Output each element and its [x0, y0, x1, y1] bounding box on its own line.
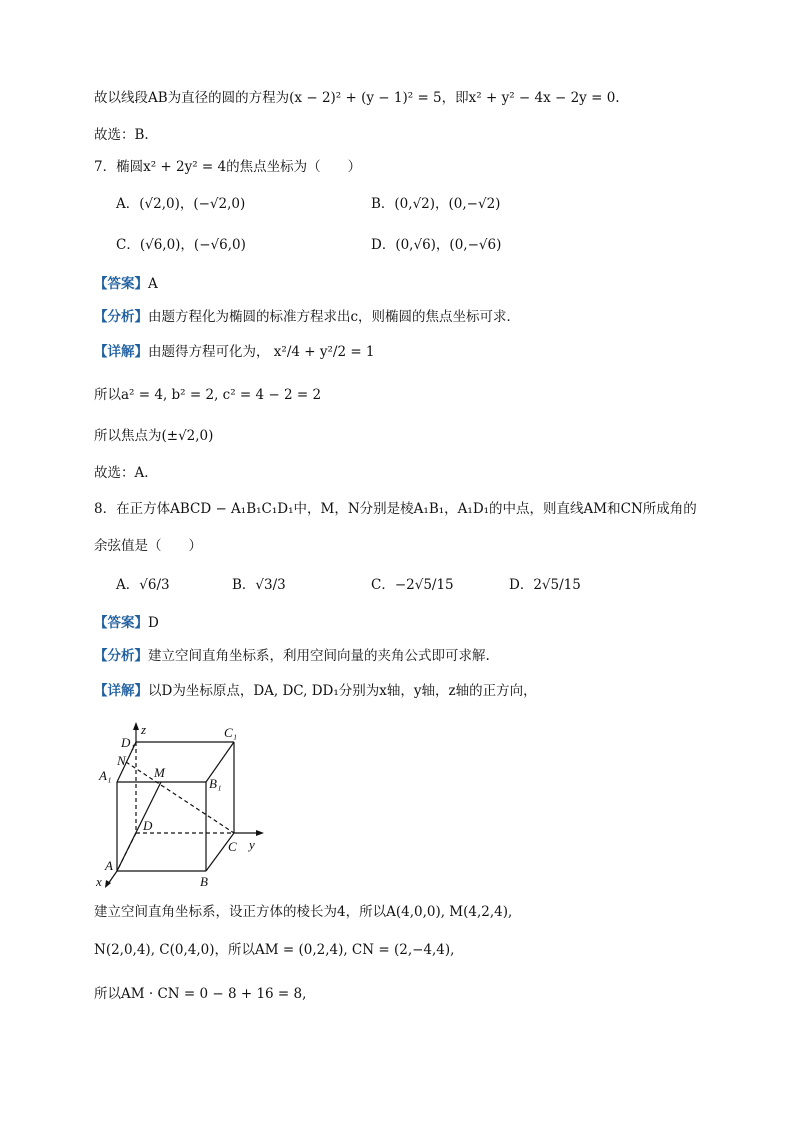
q7-l2: 所以焦点为(±√2,0)	[94, 428, 214, 444]
z-arrow-icon	[133, 722, 139, 730]
detail-tag: 【详解】	[94, 683, 148, 699]
q8-option-d: D．2√5/15	[509, 577, 581, 593]
line-am	[117, 782, 161, 871]
label-c1: C₁	[224, 725, 238, 740]
label-b1: B₁	[209, 776, 222, 791]
q7-option-c: C．(√6,0)，(−√6,0)	[116, 237, 246, 253]
q8-analysis-text: 建立空间直角坐标系，利用空间向量的夹角公式即可求解.	[148, 648, 490, 664]
label-d: D	[143, 818, 153, 833]
q7-answer-value: A	[148, 276, 158, 292]
q7-option-d: D．(0,√6)，(0,−√6)	[371, 237, 502, 253]
q8-stem1: 8．在正方体ABCD − A₁B₁C₁D₁中，M，N分别是棱A₁B₁，A₁D₁的中点，则直线AM和CN所成角的	[94, 501, 697, 517]
label-m: M	[154, 765, 165, 780]
analysis-tag: 【分析】	[94, 648, 148, 664]
q7-detail-eq: x²/4 + y²/2 = 1	[273, 344, 375, 360]
prev-choice: 故选：B.	[94, 127, 149, 143]
label-d1: D₁	[121, 735, 135, 750]
q8-analysis	[94, 646, 490, 666]
label-a1: A₁	[99, 768, 112, 783]
q7-analysis-text: 由题方程化为椭圆的标准方程求出c，则椭圆的焦点坐标可求．	[148, 309, 521, 325]
q8-stem2: 余弦值是（ ）	[94, 538, 202, 554]
y-arrow-icon	[256, 830, 264, 836]
cube-figure	[90, 718, 280, 893]
q8-l3: 所以AM · CN = 0 − 8 + 16 = 8,	[94, 986, 307, 1002]
q7-analysis	[94, 307, 520, 327]
q7-option-a: A．(√2,0)，(−√2,0)	[116, 196, 246, 212]
q8-detail-text: 以D为坐标原点，DA, DC, DD₁分别为x轴，y轴，z轴的正方向，	[148, 683, 537, 699]
q7-stem: 7．椭圆x² + 2y² = 4的焦点坐标为（ ）	[94, 159, 362, 175]
q8-answer-value: D	[148, 615, 159, 631]
q7-l1: 所以a² = 4, b² = 2, c² = 4 − 2 = 2	[94, 387, 322, 403]
label-n: N	[117, 753, 126, 768]
q7-detail	[94, 342, 375, 362]
q7-detail-text: 由题得方程可化为，	[148, 344, 270, 360]
label-x: x	[96, 874, 102, 889]
q8-answer	[94, 613, 159, 633]
analysis-tag: 【分析】	[94, 309, 148, 325]
label-y: y	[249, 837, 255, 852]
q8-option-c: C．−2√5/15	[371, 577, 454, 593]
q7-answer	[94, 274, 158, 294]
label-b: B	[200, 874, 208, 889]
q8-option-b: B．√3/3	[232, 577, 286, 593]
label-c: C	[228, 839, 237, 854]
q8-l1: 建立空间直角坐标系，设正方体的棱长为4，所以A(4,0,0), M(4,2,4),	[94, 904, 513, 920]
q8-detail	[94, 681, 537, 701]
label-a: A	[105, 858, 113, 873]
q8-option-a: A．√6/3	[116, 577, 170, 593]
detail-tag: 【详解】	[94, 344, 148, 360]
label-z: z	[141, 722, 147, 737]
prev-line1: 故以线段AB为直径的圆的方程为(x − 2)² + (y − 1)² = 5，即x² + y² − 4x − 2y = 0.	[94, 90, 620, 106]
q8-l2: N(2,0,4), C(0,4,0)，所以AM = (0,2,4), CN = (2,−4,4),	[94, 942, 455, 958]
q7-option-b: B．(0,√2)，(0,−√2)	[371, 196, 501, 212]
q7-choice: 故选：A.	[94, 465, 149, 481]
answer-tag: 【答案】	[94, 615, 148, 631]
answer-tag: 【答案】	[94, 276, 148, 292]
